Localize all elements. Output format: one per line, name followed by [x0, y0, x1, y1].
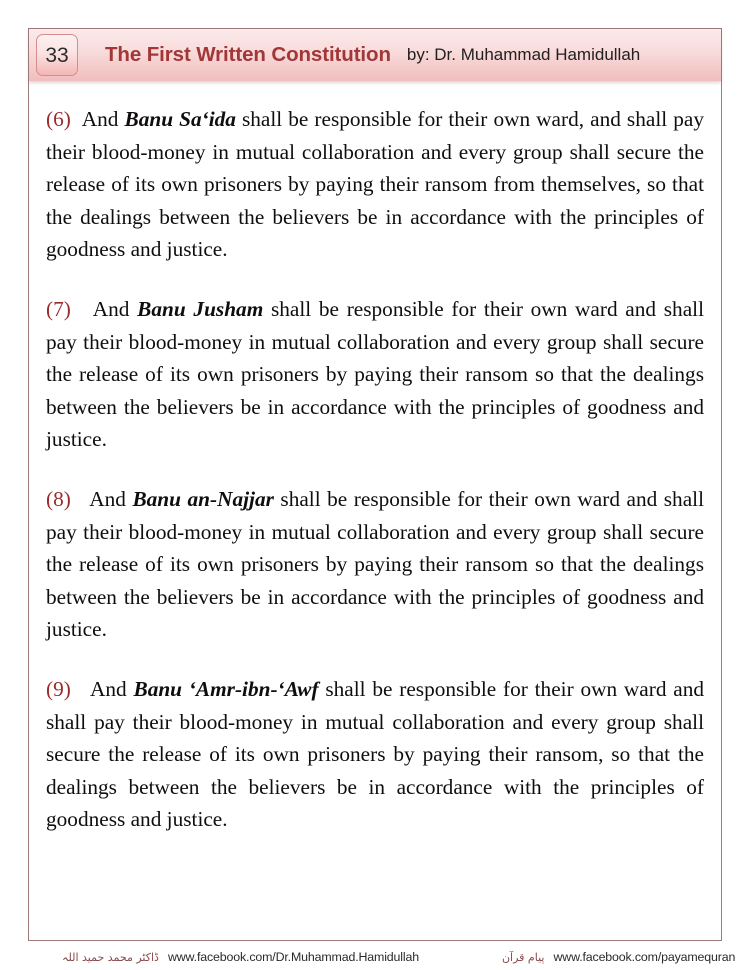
- clause-paragraph: [46, 673, 704, 836]
- clause-text: shall be responsible for their own ward and shall pay their blood-money in mutual collaboration and every group shall secure the release of its own prisoners by paying their ransom so that the dealings between the believers be in accordance with the principles of goodness and justice.: [46, 486, 704, 642]
- page-title: The First Written Constitution: [105, 43, 391, 66]
- clause-number: (7): [46, 296, 71, 321]
- page-number-label: 33: [45, 43, 69, 67]
- footer-link-right[interactable]: www.facebook.com/payamequran: [553, 950, 736, 964]
- clause-number: (6): [46, 107, 71, 131]
- clause-lead-in: And: [81, 107, 125, 131]
- footer-urdu-label-left: ڈاکٹر محمد حمید اللہ: [62, 950, 159, 964]
- clause-number: (8): [46, 486, 71, 511]
- clause-text: shall be responsible for their own ward and shall pay their blood-money in mutual collaboration and every group shall secure the release of its own prisoners by paying their ransom, so that the dealings between the believers be in accordance with the principles of goodness and justice.: [46, 676, 704, 832]
- author-byline: by: Dr. Muhammad Hamidullah: [406, 45, 641, 64]
- document-body: [29, 81, 721, 940]
- page-footer: [0, 944, 750, 970]
- clause-lead-in: And: [89, 486, 133, 511]
- page-number-badge: [36, 34, 78, 76]
- clause-lead-in: And: [92, 296, 138, 321]
- tribe-name: Banu an-Najjar: [132, 486, 274, 511]
- clause-paragraph: [46, 103, 704, 266]
- footer-link-left[interactable]: www.facebook.com/Dr.Muhammad.Hamidullah: [167, 950, 419, 964]
- footer-entry-hamidullah: [62, 950, 419, 964]
- clause-paragraph: [46, 483, 704, 646]
- tribe-name: Banu Jusham: [137, 296, 264, 321]
- clause-text: shall be responsible for their own ward and shall pay their blood-money in mutual collaboration and every group shall secure the release of its own prisoners by paying their ransom so that the dealings between the believers be in accordance with the principles of goodness and justice.: [46, 296, 704, 452]
- clause-text: shall be responsible for their own ward, and shall pay their blood-money in mutual collaboration and every group shall secure the release of its own prisoners by paying their ransom from themselves, so that the dealings between the believers be in accordance with the principles of goodness and justice.: [46, 107, 704, 262]
- clause-lead-in: And: [90, 676, 134, 701]
- tribe-name: Banu ‘Amr-ibn-‘Awf: [133, 676, 319, 701]
- page-frame: [28, 28, 722, 941]
- page-header: [29, 29, 721, 81]
- clause-paragraph: [46, 293, 704, 456]
- clause-number: (9): [46, 676, 71, 701]
- footer-urdu-label-right: پیام قرآن: [501, 950, 545, 964]
- footer-entry-payamequran: [502, 950, 735, 964]
- tribe-name: Banu Sa‘ida: [124, 107, 236, 131]
